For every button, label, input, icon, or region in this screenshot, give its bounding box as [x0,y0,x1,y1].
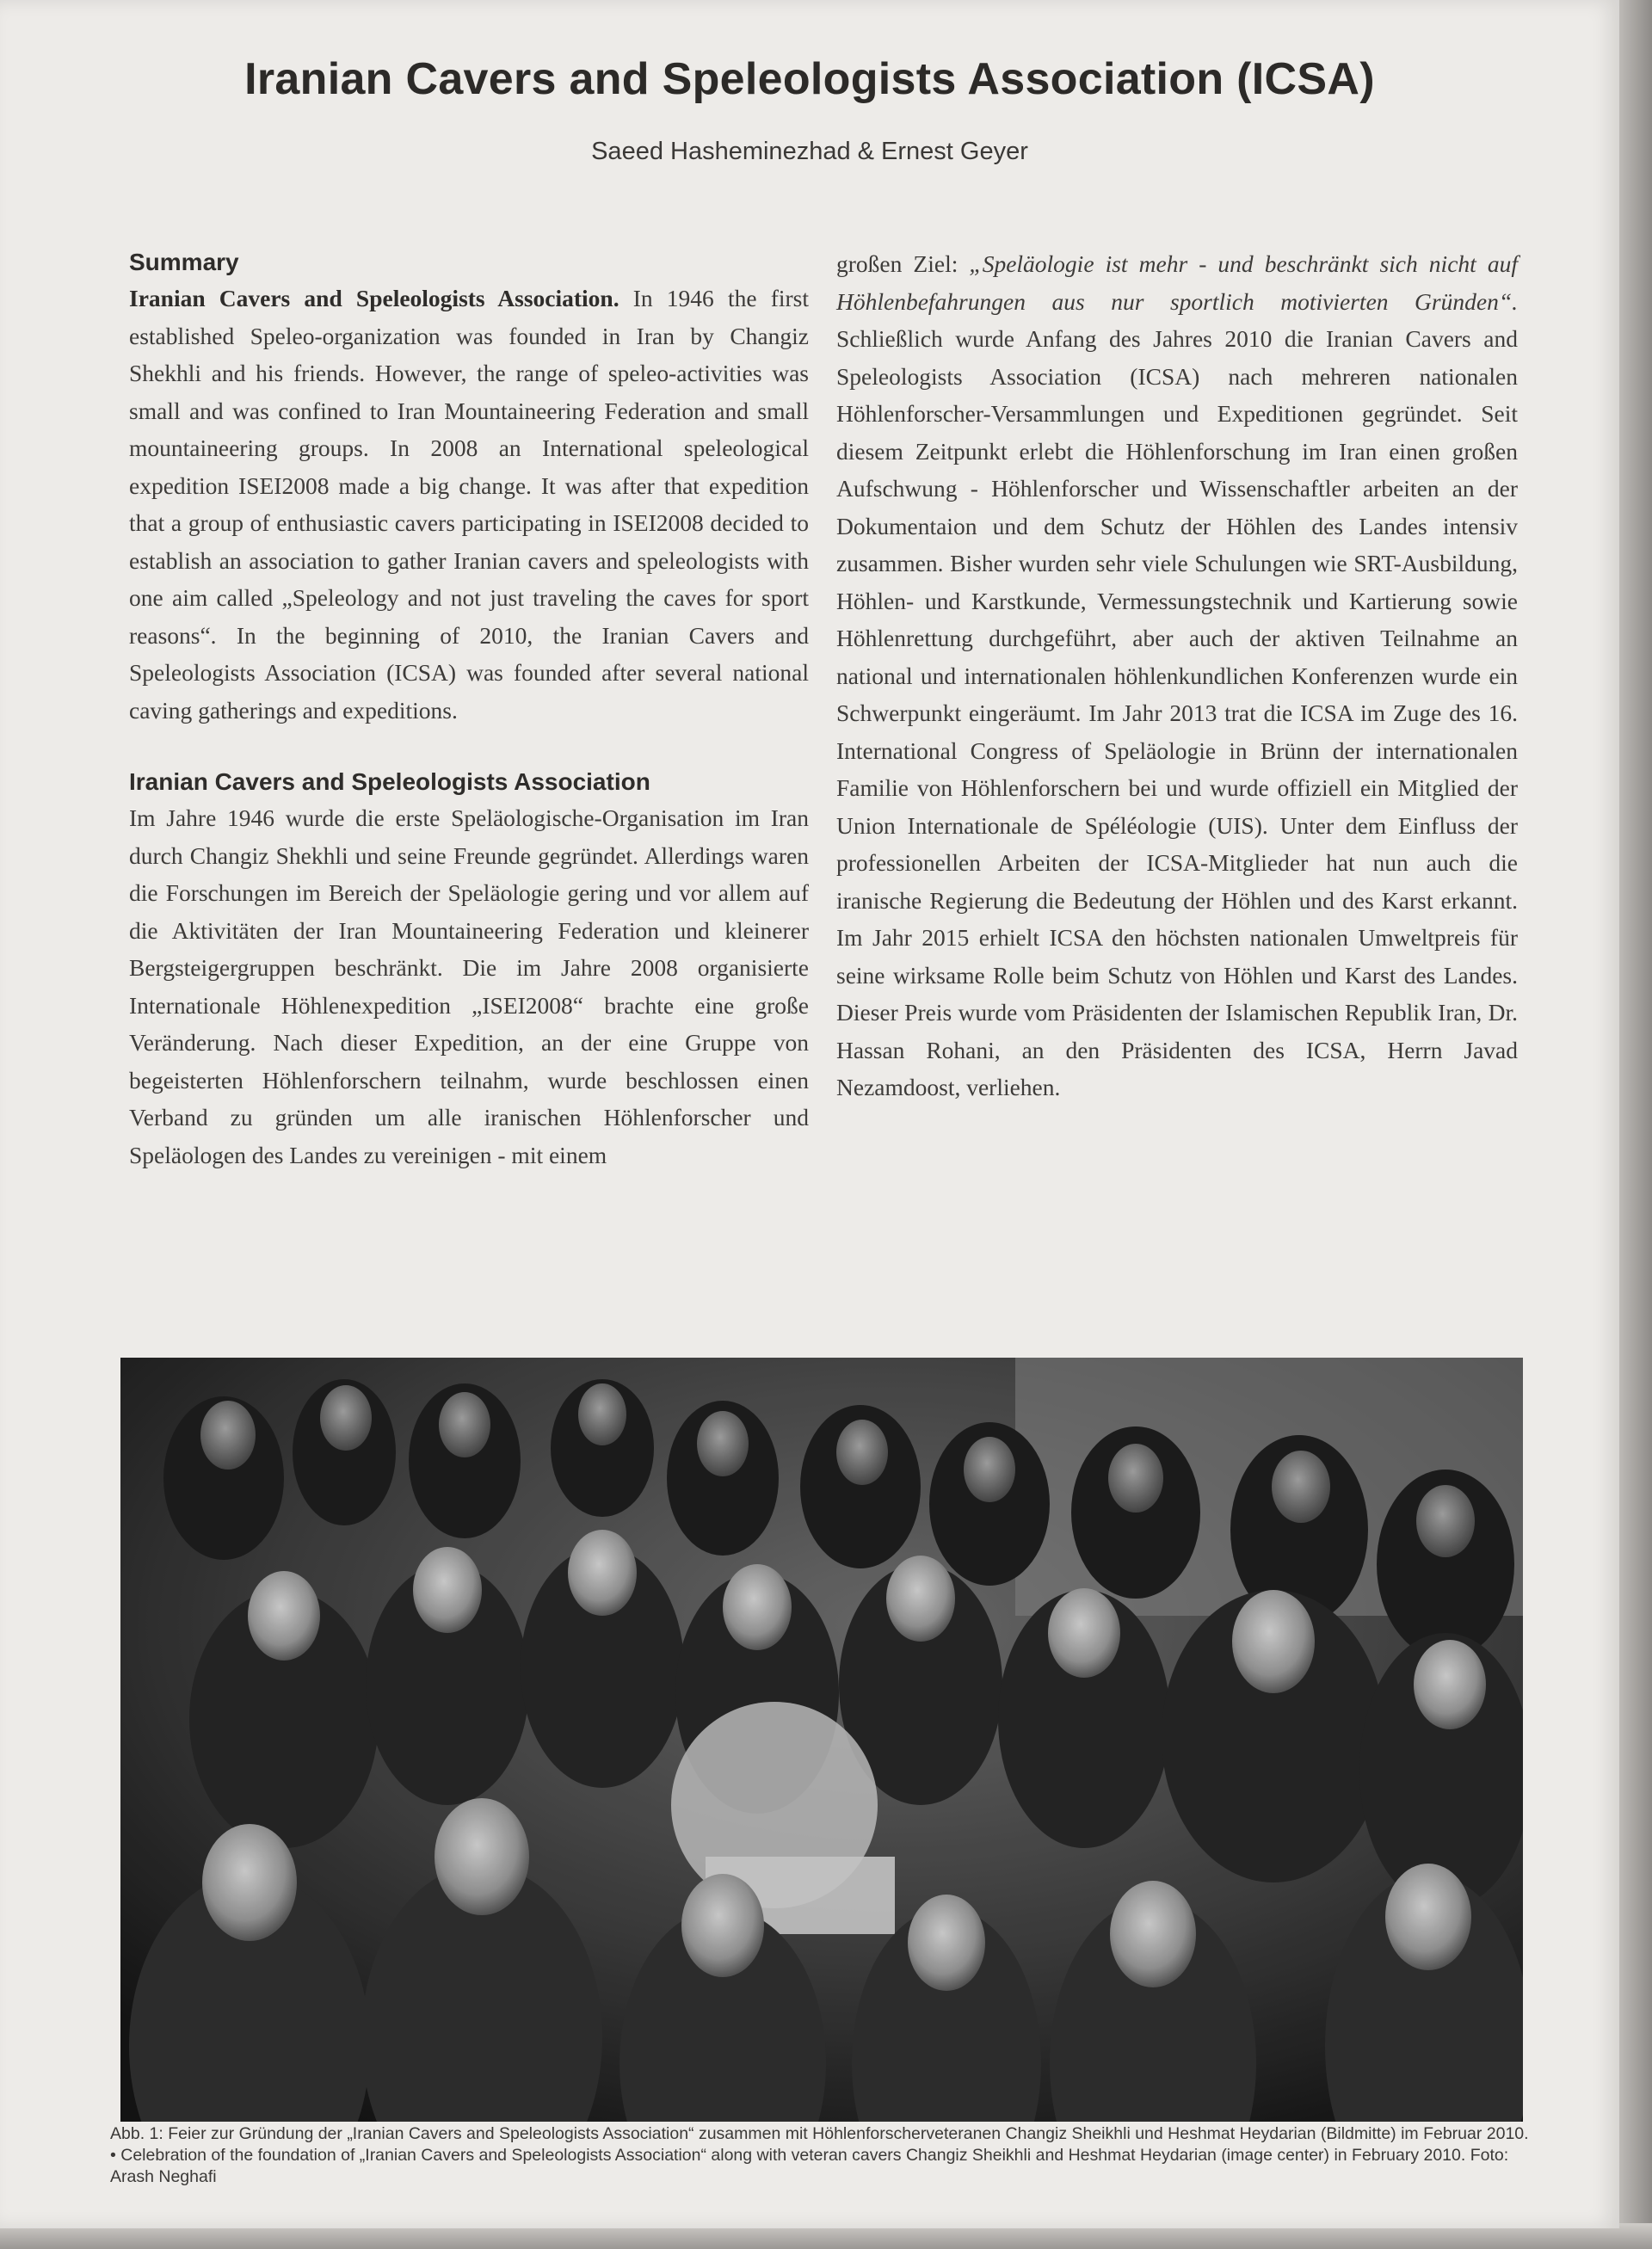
group-photo [120,1358,1523,2122]
summary-paragraph [129,280,809,729]
summary-body: In 1946 the first established Speleo-organization was founded in Iran by Changiz Shekhli and his friends. However, the range of speleo-activities was small and was confined to Iran Mountaineering Federation and small mountaineering groups. In 2008 an International speleological expedition ISEI2008 made a big change. It was after that expedition that a group of enthusiastic cavers participating in ISEI2008 decided to establish an association to gather Iranian cavers and speleologists with one aim called „Speleology and not just traveling the caves for sport reasons“. In the beginning of 2010, the Iranian Cavers and Speleologists Association (ICSA) was founded after several national caving gatherings and expeditions. [129,285,809,724]
section-spacer [129,729,809,765]
page-binding-edge [1619,0,1652,2249]
right-body: Schließlich wurde Anfang des Jahres 2010 die Iranian Cavers and Speleologists Association (ICSA) nach mehreren nationalen Höhlenforscher-Versammlungen und Expeditionen gegründet. Seit diesem Zeitpunkt erlebt die Höhlenforschung im Iran einen großen Aufschwung - Höhlenforscher und Wissenschaftler arbeiten an der Dokumentaion und dem Schutz der Höhlen des Landes intensiv zusammen. Bisher wurden sehr viele Schulungen wie SRT-Ausbildung, Höhlen- und Karstkunde, Vermessungstechnik und Kartierung sowie Höhlenrettung durchgeführt, aber auch der aktiven Teilnahme an national und internationalen höhlenkundlichen Konferenzen wurde ein Schwerpunkt eingeräumt. Im Jahr 2013 trat die ICSA im Zuge des 16. International Congress of Speläologie in Brünn der internationalen Familie von Höhlenforschern bei und wurde offiziell ein Mitglied der Union Internationale de Spéléologie (UIS). Unter dem Einfluss der professionellen Arbeiten der ICSA-Mitglieder hat nun auch die iranische Regierung die Bedeutung der Höhlen und des Karst erkannt. Im Jahr 2015 erhielt ICSA den höchsten nationalen Umweltpreis für seine wirksame Rolle beim Schutz von Höhlen und Karst des Landes. Dieser Preis wurde vom Präsidenten der Islamischen Republik Iran, Dr. Hassan Rohani, an den Präsidenten des ICSA, Herrn Javad Nezamdoost, verliehen. [836,325,1518,1100]
group-photo-illustration [120,1358,1523,2122]
article-authors: Saeed Hasheminezhad & Ernest Geyer [591,138,1028,165]
motto-quote: „Speläologie ist mehr - und beschränkt sich nicht auf Höhlenbefahrungen aus nur sportlich motivierten Gründen“. [836,250,1518,315]
german-section-heading: Iranian Cavers and Speleologists Association [129,768,650,795]
article-title: Iranian Cavers and Speleologists Association (ICSA) [244,54,1375,104]
german-paragraph-right [836,245,1518,1106]
summary-heading: Summary [129,249,239,275]
right-column [836,245,1518,1106]
summary-lead: Iranian Cavers and Speleologists Association. [129,285,620,311]
quote-prefix: großen Ziel: [836,250,970,277]
figure-caption: Abb. 1: Feier zur Gründung der „Iranian Cavers and Speleologists Association“ zusammen mit Höhlenforscherveteranen Changiz Sheikhli und Heshmat Heydarian (Bildmitte) im Februar 2010. • Celebration of the foundation of „Iranian Cavers and Speleologists Association“ along with veteran cavers Changiz Sheikhli and Heshmat Heydarian (image center) in February 2010. Foto: Arash Neghafi [110,2124,1529,2186]
german-paragraph-left: Im Jahre 1946 wurde die erste Speläologische-Organisation im Iran durch Changiz Shekhli und seine Freunde gegründet. Allerdings waren die Forschungen im Bereich der Speläologie gering und vor allem auf die Aktivitäten der Iran Mountaineering Federation und kleinerer Bergsteigergruppen beschränkt. Die im Jahre 2008 organisierte Internationale Höhlenexpedition „ISEI2008“ brachte eine große Veränderung. Nach dieser Expedition, an der eine Gruppe von begeisterten Höhlenforschern teilnahm, wurde beschlossen einen Verband zu gründen um alle iranischen Höhlenforscher und Speläologen des Landes zu vereinigen - mit einem [129,804,809,1168]
left-column [129,245,809,1174]
